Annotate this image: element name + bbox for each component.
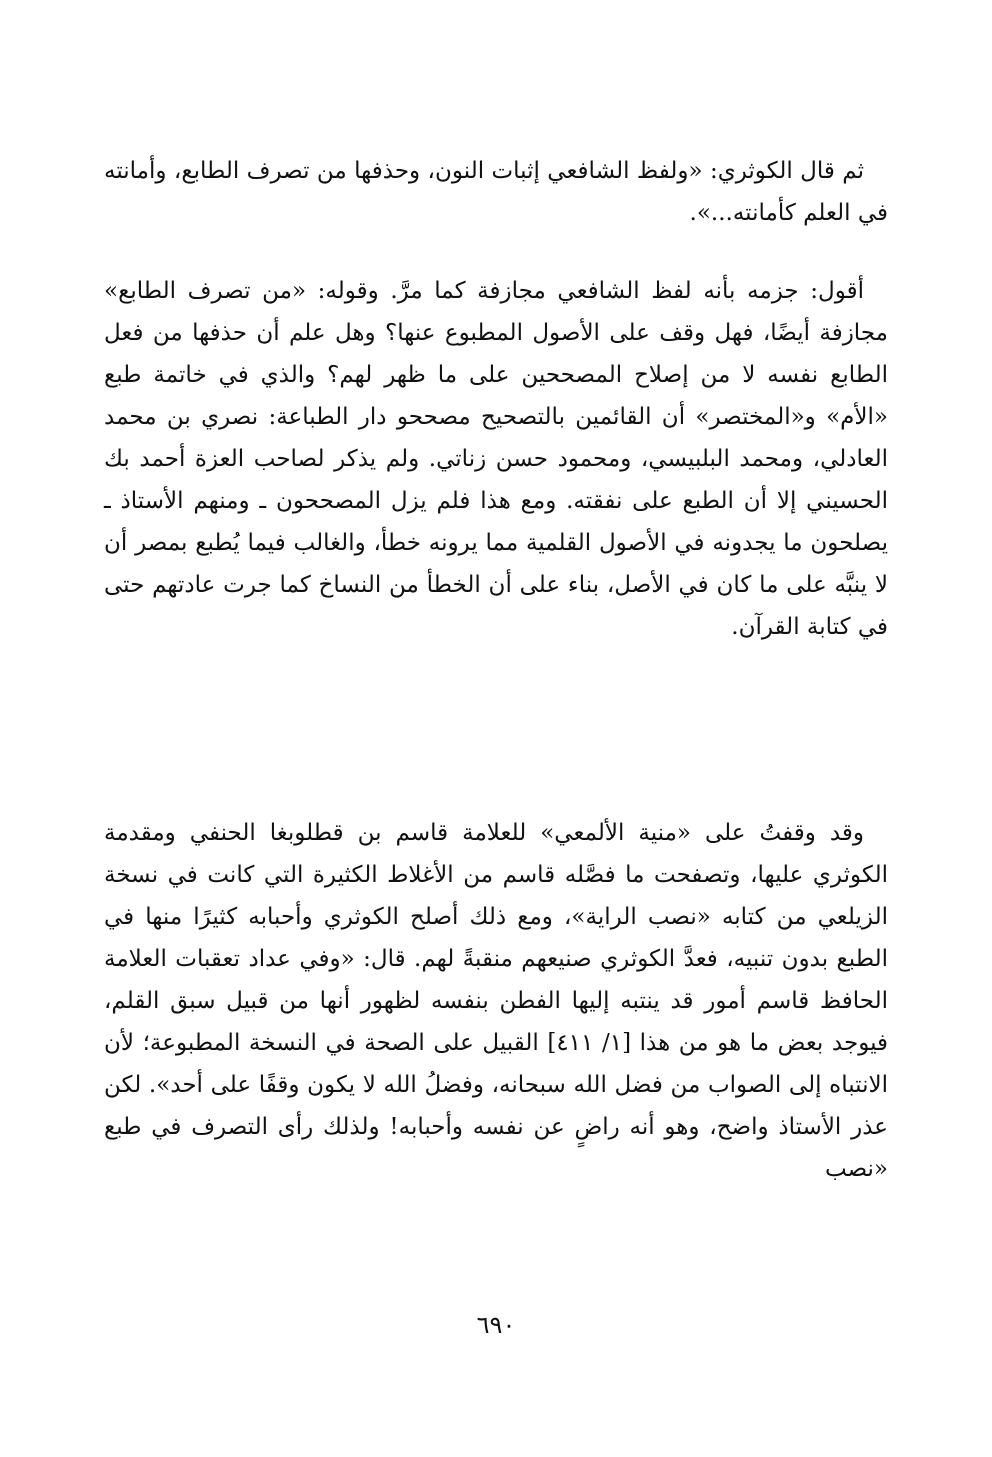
paragraph-3 — [104, 812, 888, 1190]
paragraph-2 — [104, 270, 888, 648]
paragraph-2-text: أقول: جزمه بأنه لفظ الشافعي مجازفة كما مرَّ. وقوله: «من تصرف الطابع» مجازفة أيضًا، فهل وقف على الأصول المطبوع عنها؟ وهل علم أن حذفها من فعل الطابع نفسه لا من إصلاح المصححين على ما ظهر لهم؟ والذي في خاتمة طبع «الأم» و«المختصر» أن القائمين بالتصحيح مصححو دار الطباعة: نصري بن محمد العادلي، ومحمد البلبيسي، ومحمود حسن زناتي. ولم يذكر لصاحب العزة أحمد بك الحسيني إلا أن الطبع على نفقته. ومع هذا فلم يزل المصححون ـ ومنهم الأستاذ ـ يصلحون ما يجدونه في الأصول القلمية مما يرونه خطأ، والغالب فيما يُطبع بمصر أن لا ينبَّه على ما كان في الأصل، بناء على أن الخطأ من النساخ كما جرت عادتهم حتى في كتابة القرآن. — [104, 278, 888, 640]
paragraph-1-text: ثم قال الكوثري: «ولفظ الشافعي إثبات النون، وحذفها من تصرف الطابع، وأمانته في العلم كأمانته...». — [104, 158, 888, 226]
paragraph-3-text: وقد وقفتُ على «منية الألمعي» للعلامة قاسم بن قطلوبغا الحنفي ومقدمة الكوثري عليها، وتصفحت ما فصَّله قاسم من الأغلاط الكثيرة التي كانت في نسخة الزيلعي من كتابه «نصب الراية»، ومع ذلك أصلح الكوثري وأحبابه كثيرًا منها في الطبع بدون تنبيه، فعدَّ الكوثري صنيعهم منقبةً لهم. قال: «وفي عداد تعقبات العلامة الحافظ قاسم أمور قد ينتبه إليها الفطن بنفسه لظهور أنها من قبيل سبق القلم، فيوجد بعض ما هو من هذا [١/ ٤١١] القبيل على الصحة في النسخة المطبوعة؛ لأن الانتباه إلى الصواب من فضل الله سبحانه، وفضلُ الله لا يكون وقفًا على أحد». لكن عذر الأستاذ واضح، وهو أنه راضٍ عن نفسه وأحبابه! ولذلك رأى التصرف في طبع «نصب — [104, 820, 889, 1182]
page-number: ٦٩٠ — [476, 1311, 516, 1339]
paragraph-1 — [104, 150, 888, 234]
